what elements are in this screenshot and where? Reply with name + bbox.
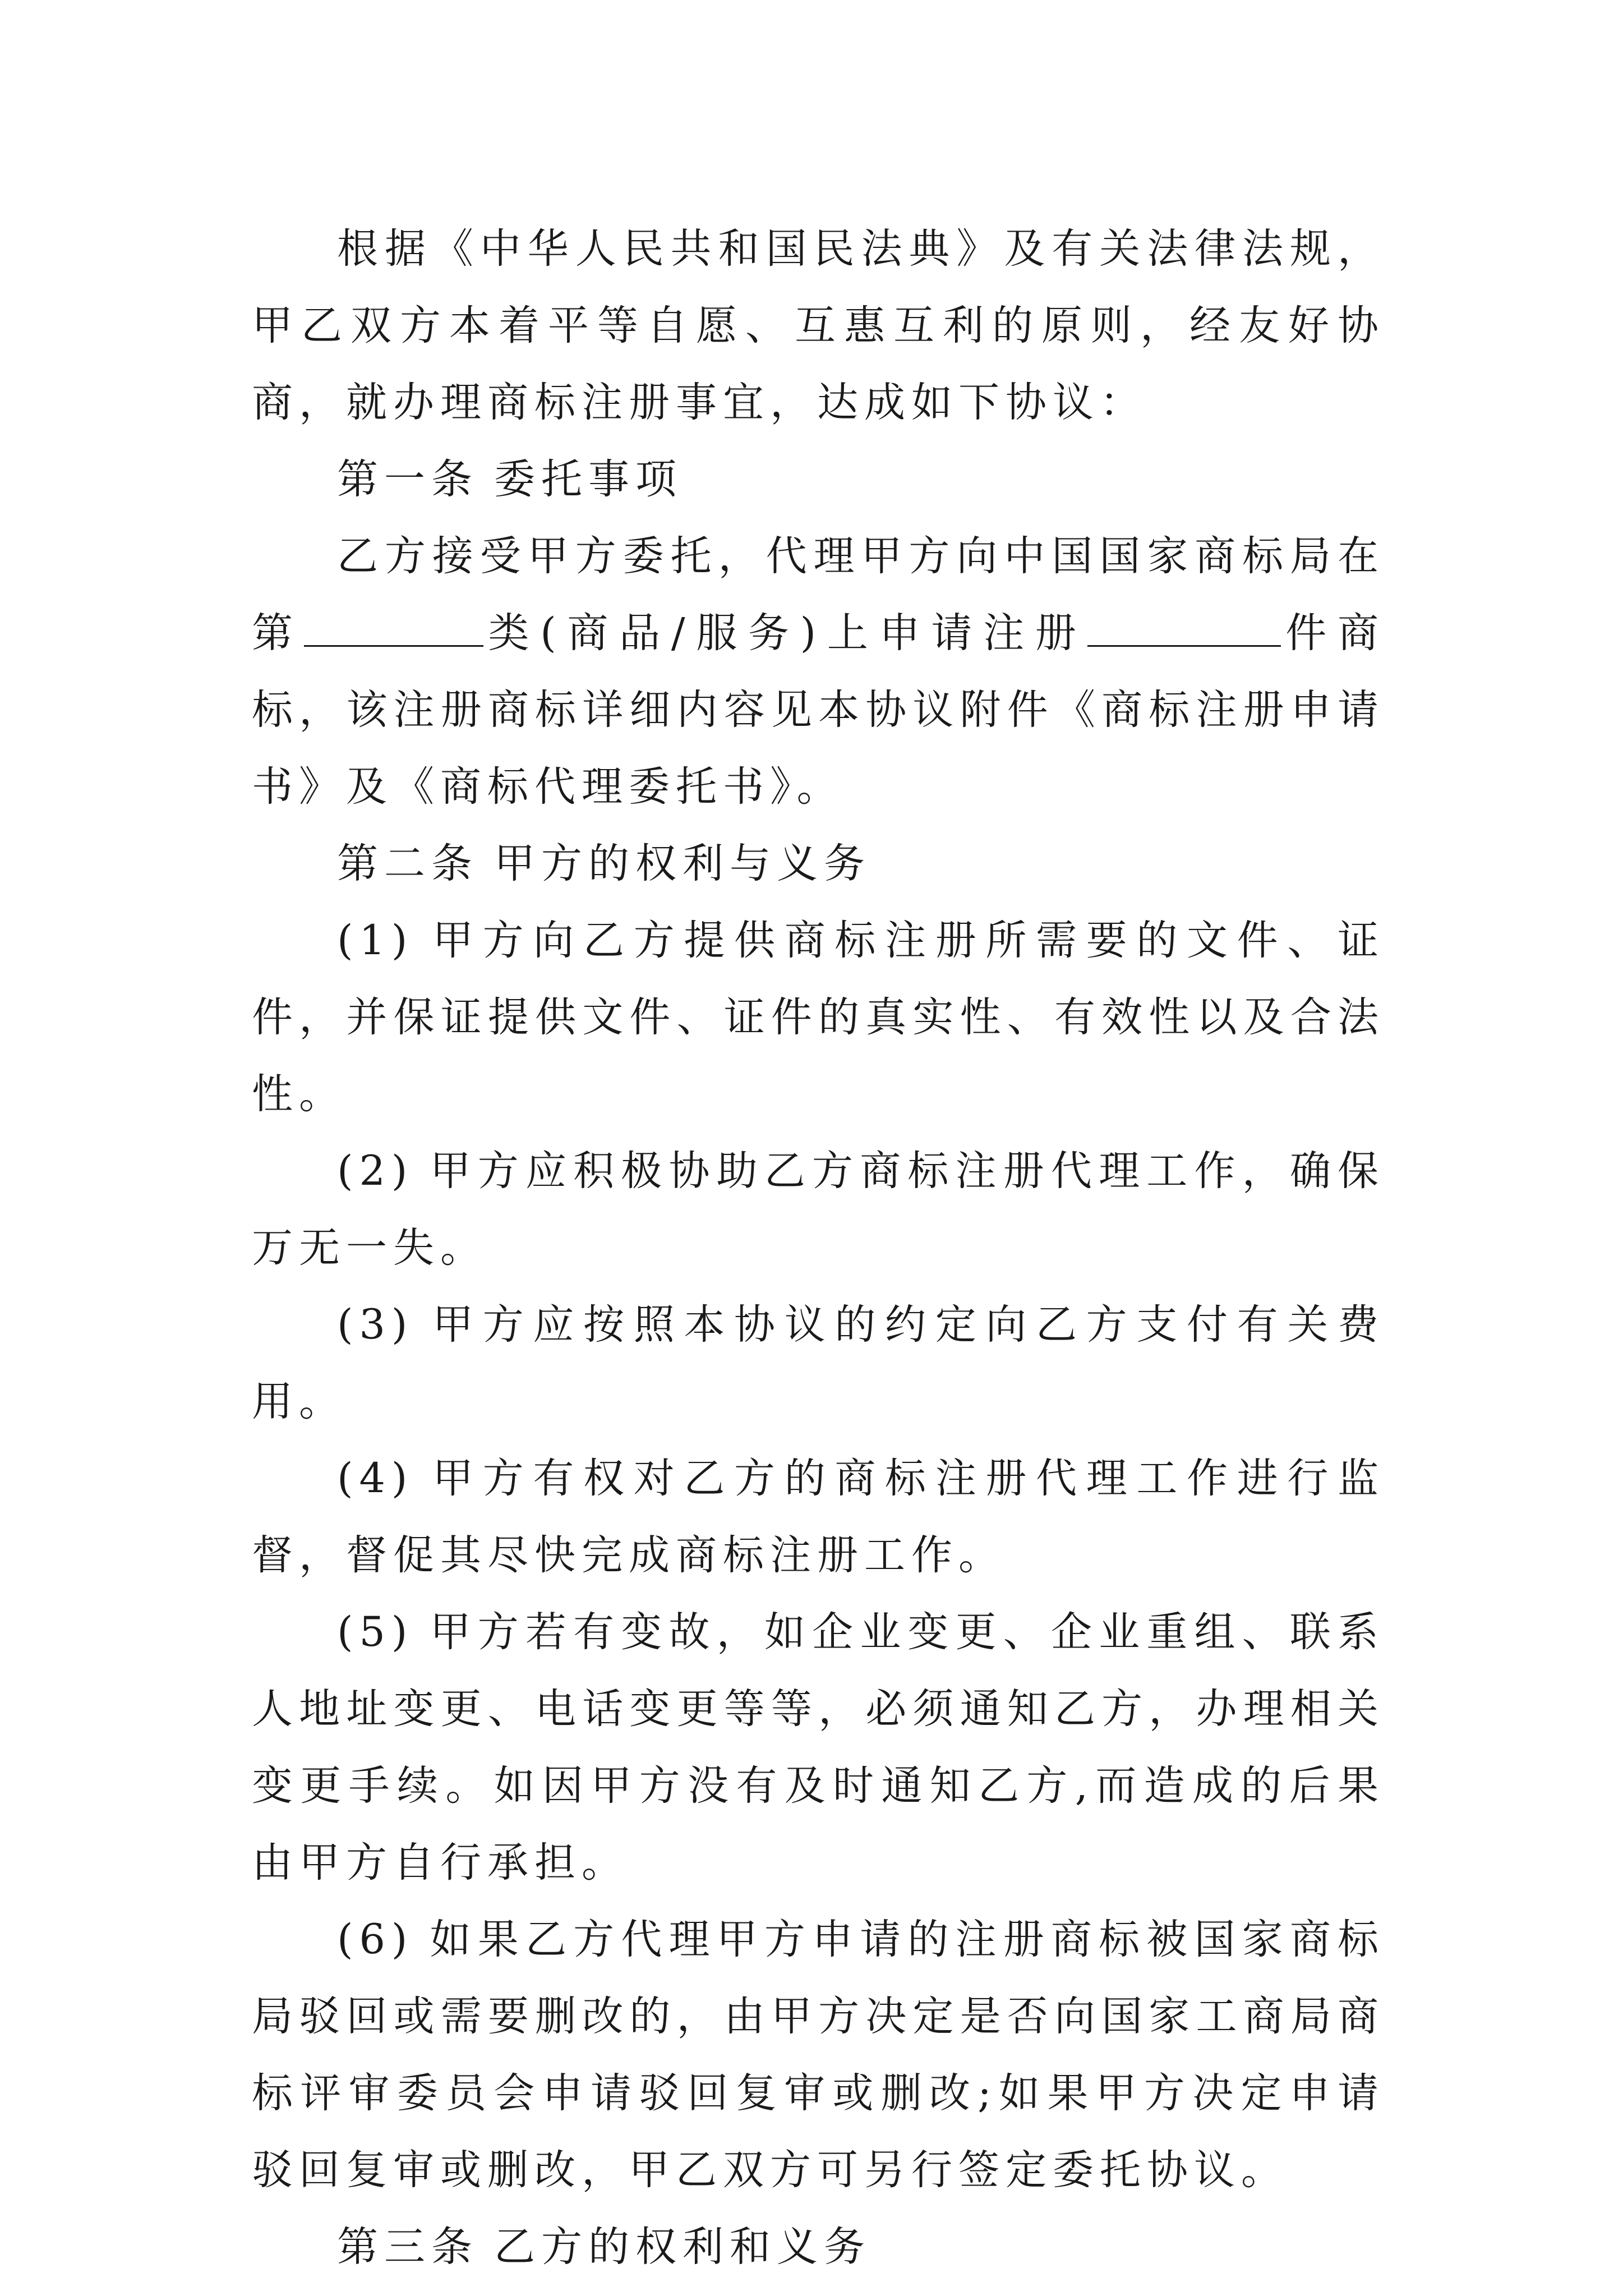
article-2-heading (252, 825, 1385, 902)
article-2-number: 第二条 (337, 840, 478, 887)
article-1-heading (252, 441, 1385, 518)
article-2-item-5 (252, 1594, 1385, 1901)
article-2-title: 甲方的权利与义务 (494, 840, 871, 887)
article-3-heading (252, 2208, 1385, 2285)
item-text: 甲方向乙方提供商标注册所需要的文件、证件，并保证提供文件、证件的真实性、有效性以及合法性。 (252, 917, 1385, 1118)
trademark-count-blank (1087, 611, 1281, 647)
item-text: 甲方应按照本协议的约定向乙方支付有关费用。 (252, 1301, 1385, 1425)
article-1-number: 第一条 (337, 455, 478, 503)
item-text: 甲方有权对乙方的商标注册代理工作进行监督，督促其尽快完成商标注册工作。 (252, 1455, 1385, 1579)
item-text: 甲方若有变故，如企业变更、企业重组、联系人地址变更、电话变更等等，必须通知乙方，办理相关变更手续。如因甲方没有及时通知乙方,而造成的后果由甲方自行承担。 (252, 1608, 1385, 1887)
article-1-body-part1: 乙方接受甲方委托，代理甲方向中国国家商标局在第 (252, 532, 1385, 657)
article-2-item-1 (252, 902, 1385, 1133)
article-3-title: 乙方的权利和义务 (494, 2223, 871, 2271)
article-1-title: 委托事项 (494, 455, 683, 503)
intro-paragraph: 根据《中华人民共和国民法典》及有关法律法规，甲乙双方本着平等自愿、互惠互利的原则，经友好协商，就办理商标注册事宜，达成如下协议： (252, 225, 1385, 426)
item-number: (6) (337, 1916, 414, 1963)
item-number: (3) (337, 1301, 414, 1349)
article-2-item-3 (252, 1286, 1385, 1440)
item-number: (2) (337, 1147, 414, 1195)
article-2-item-4 (252, 1440, 1385, 1594)
item-number: (1) (337, 917, 414, 964)
class-number-blank (304, 611, 483, 647)
article-3-number: 第三条 (337, 2223, 478, 2271)
item-text: 甲方应积极协助乙方商标注册代理工作，确保万无一失。 (252, 1147, 1385, 1272)
article-2-item-2 (252, 1133, 1385, 1286)
article-1-body-part3: 件商标，该注册商标详细内容见本协议附件《商标注册申请书》及《商标代理委托书》。 (252, 609, 1385, 811)
item-number: (4) (337, 1455, 414, 1502)
article-1-body (252, 518, 1385, 825)
item-text: 如果乙方代理甲方申请的注册商标被国家商标局驳回或需要删改的，由甲方决定是否向国家工商局商标评审委员会申请驳回复审或删改;如果甲方决定申请驳回复审或删改，甲乙双方可另行签定委托协议。 (252, 1916, 1385, 2194)
document-body (252, 210, 1385, 2285)
article-1-body-part2: 类(商品/服务)上申请注册 (483, 609, 1087, 657)
article-2-item-6 (252, 1901, 1385, 2208)
item-number: (5) (337, 1608, 414, 1656)
